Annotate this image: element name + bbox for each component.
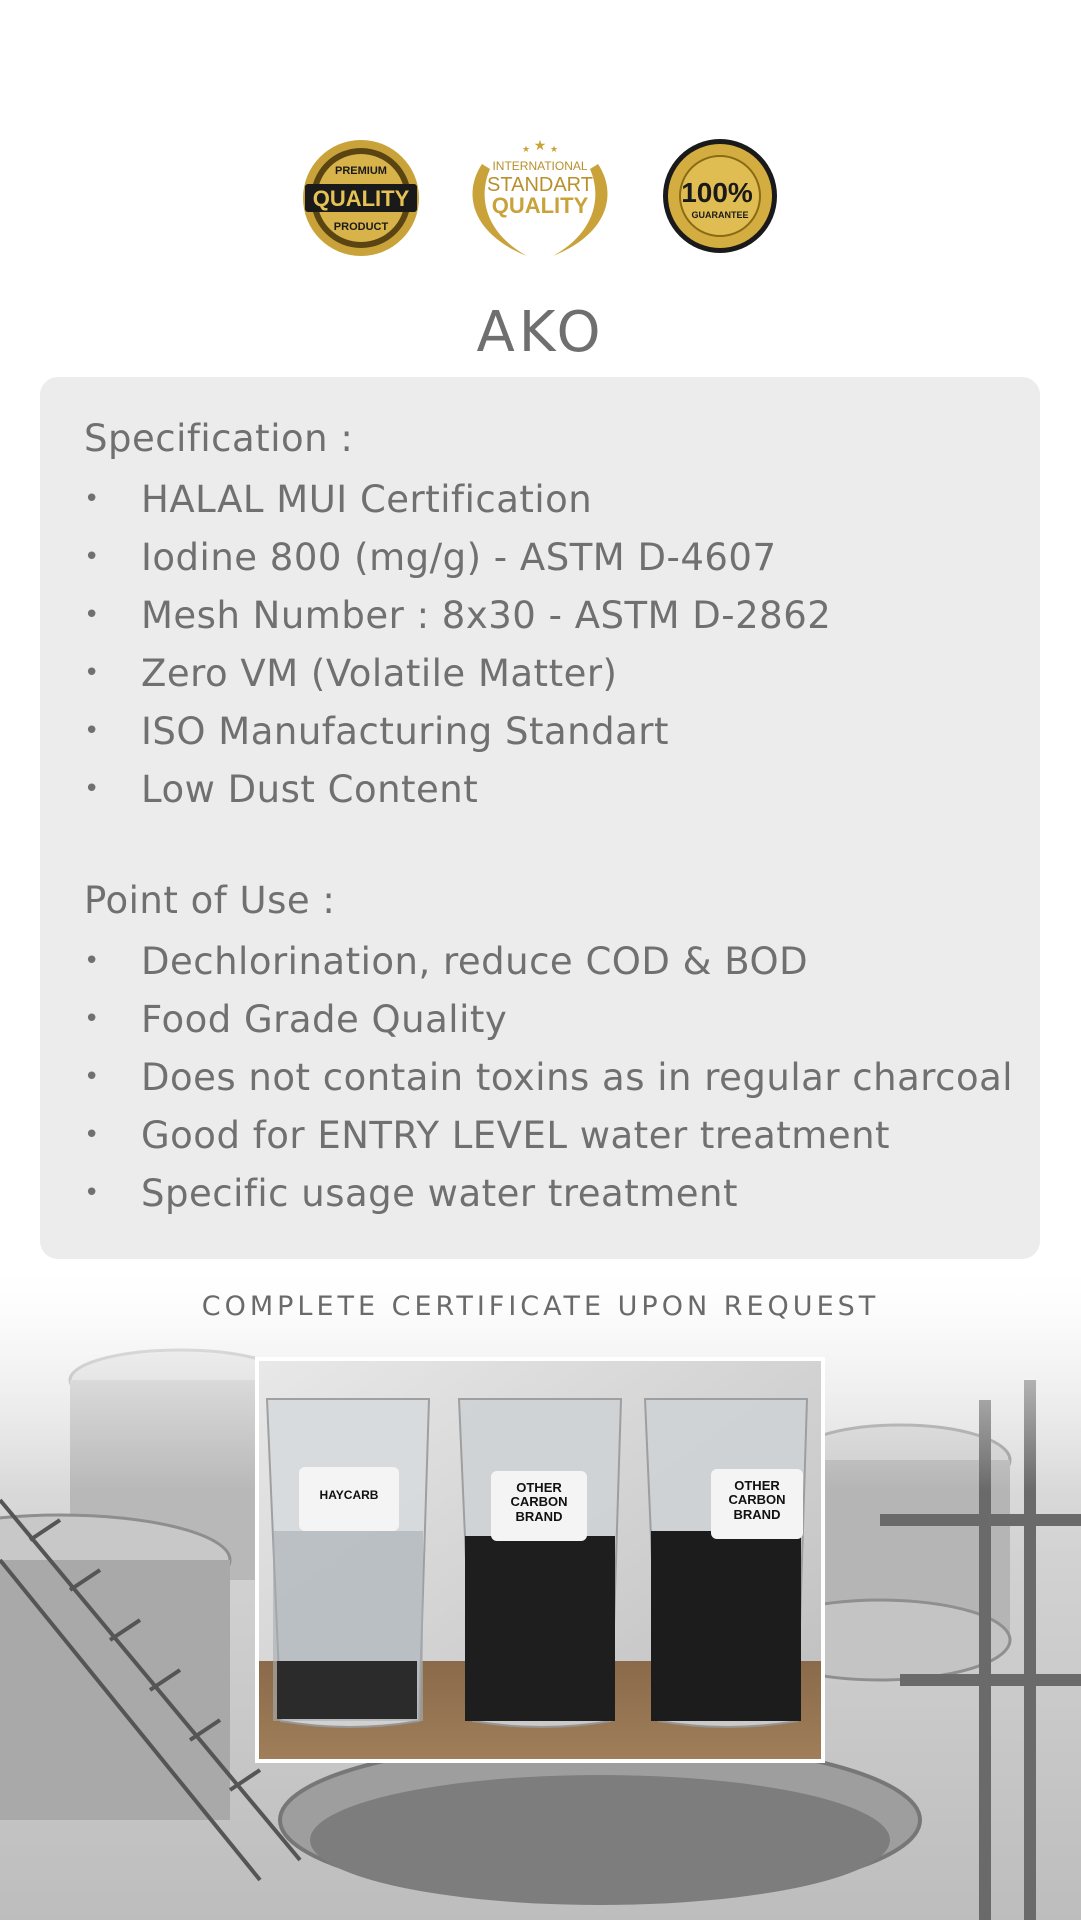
bullet: • — [84, 716, 100, 746]
other-carbon-brand-label-text: OTHER CARBON BRAND — [510, 1480, 568, 1524]
point-of-use-list — [84, 932, 1013, 1222]
list-item — [84, 586, 831, 644]
bullet: • — [84, 1178, 100, 1208]
list-item — [84, 702, 831, 760]
bullet: • — [84, 542, 100, 572]
bullet: • — [84, 484, 100, 514]
list-item — [84, 644, 831, 702]
other-carbon-brand-label — [711, 1469, 803, 1539]
list-item-text: Specific usage water treatment — [141, 1171, 738, 1215]
product-title: AKO — [476, 300, 605, 365]
badge-product-text: PRODUCT — [333, 221, 389, 233]
list-item — [84, 932, 1013, 990]
bullet: • — [84, 1062, 100, 1092]
bullet: • — [84, 658, 100, 688]
specification-heading: Specification : — [84, 417, 354, 460]
list-item — [84, 990, 1013, 1048]
specification-card — [40, 377, 1040, 1259]
international-standart-quality-badge — [452, 134, 628, 268]
list-item-text: Good for ENTRY LEVEL water treatment — [141, 1113, 891, 1157]
list-item — [84, 470, 831, 528]
beaker-comparison-photo — [259, 1361, 821, 1759]
list-item-text: HALAL MUI Certification — [141, 477, 593, 521]
list-item-text: Zero VM (Volatile Matter) — [141, 651, 618, 695]
svg-text:★: ★ — [533, 138, 547, 154]
bullet: • — [84, 600, 100, 630]
badge-guarantee-text: GUARANTEE — [691, 210, 749, 220]
certificate-note: COMPLETE CERTIFICATE UPON REQUEST — [201, 1291, 880, 1322]
other-carbon-brand-label — [491, 1471, 587, 1541]
badge-quality-text: QUALITY — [312, 186, 410, 211]
guarantee-badge — [662, 138, 778, 258]
list-item — [84, 1048, 1013, 1106]
quality-badges — [0, 138, 1081, 268]
list-item-text: Low Dust Content — [141, 767, 479, 811]
list-item-text: Mesh Number : 8x30 - ASTM D-2862 — [141, 593, 832, 637]
list-item-text: Iodine 800 (mg/g) - ASTM D-4607 — [141, 535, 777, 579]
point-of-use-heading: Point of Use : — [84, 879, 336, 922]
badge-premium-text: PREMIUM — [335, 165, 387, 177]
comparison-photo-frame — [255, 1357, 825, 1763]
badge-100-percent-text: 100% — [681, 177, 753, 208]
bullet: • — [84, 1004, 100, 1034]
badge-international-text: INTERNATIONAL — [492, 159, 588, 173]
other-carbon-brand-label-text: OTHER CARBON BRAND — [728, 1478, 786, 1522]
specification-list — [84, 470, 831, 818]
bullet: • — [84, 1120, 100, 1150]
badge-standart-text: STANDART — [487, 174, 593, 196]
haycarb-label-text: HAYCARB — [319, 1488, 379, 1502]
premium-quality-badge — [301, 138, 421, 262]
list-item-text: ISO Manufacturing Standart — [141, 709, 669, 753]
list-item — [84, 1164, 1013, 1222]
badge-quality-gold-text: QUALITY — [491, 193, 589, 218]
list-item — [84, 760, 831, 818]
bullet: • — [84, 946, 100, 976]
svg-text:★: ★ — [549, 145, 559, 155]
list-item-text: Does not contain toxins as in regular charcoal — [141, 1055, 1014, 1099]
list-item — [84, 528, 831, 586]
list-item-text: Dechlorination, reduce COD & BOD — [141, 939, 809, 983]
list-item-text: Food Grade Quality — [141, 997, 508, 1041]
svg-text:★: ★ — [521, 145, 531, 155]
haycarb-label — [299, 1467, 399, 1531]
bullet: • — [84, 774, 100, 804]
list-item — [84, 1106, 1013, 1164]
beakers-illustration — [259, 1361, 821, 1759]
